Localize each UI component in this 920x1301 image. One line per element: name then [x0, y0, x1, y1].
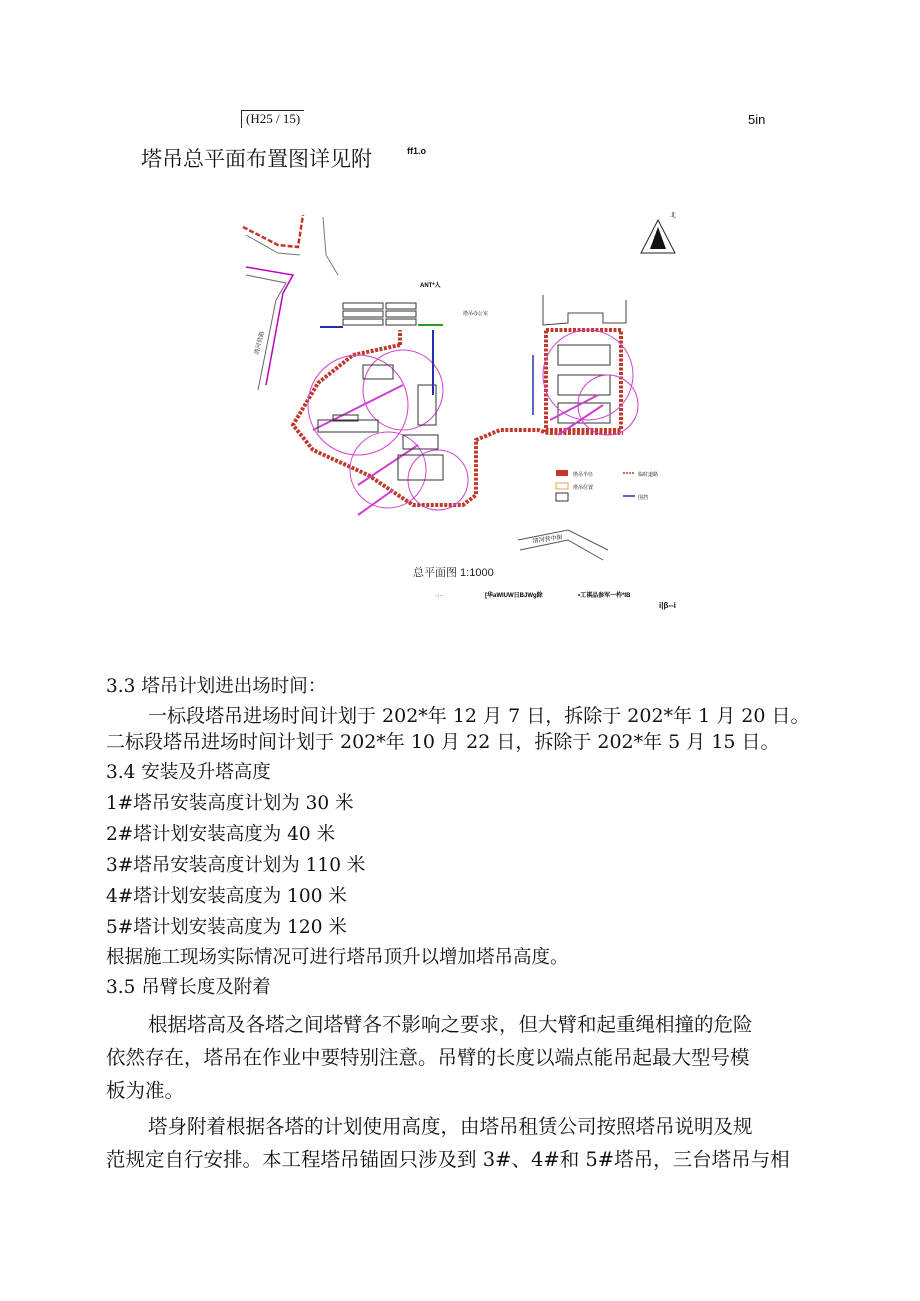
height-item-4: 4#塔计划安装高度为 100 米: [106, 886, 347, 907]
s33-line-2: 二标段塔吊进场时间计划于 202*年 10 月 22 日，拆除于 202*年 5 月 15 日。: [106, 731, 780, 753]
plan-footer-far: i|β--i: [659, 601, 676, 610]
legend-label-3: 塔吊位置: [573, 485, 594, 491]
section-3-4-heading: 3.4 安装及升塔高度: [106, 762, 271, 783]
road-edge: [246, 235, 300, 255]
page-code: (H25 / 15): [246, 111, 301, 126]
plan-title: 总平面图 1:1000: [413, 567, 494, 579]
svg-text:ANT*人: ANT*人: [420, 283, 441, 289]
height-item-3: 3#塔吊安装高度计划为 110 米: [106, 855, 366, 876]
legend-label-2: 临时道路: [638, 472, 659, 478]
legend: [556, 470, 658, 501]
svg-text:清河营路: 清河营路: [254, 330, 267, 356]
figure-caption: 塔吊总平面布置图详见附: [141, 147, 372, 171]
plan-footer-mid: [华aWIUW日BJWg除: [485, 593, 543, 599]
site-plan-drawing: [238, 205, 688, 605]
legend-swatch-1: [556, 470, 568, 476]
p2-line-2: 范规定自行安排。本工程塔吊锚固只涉及到 3#、4#和 5#塔吊，三台塔吊与相: [106, 1148, 790, 1171]
paragraph-arm-length: [106, 1008, 822, 1107]
north-label: 北: [670, 213, 677, 219]
legend-label-4: 围挡: [638, 495, 649, 501]
right-site-outline: [543, 295, 626, 325]
section-3-5-heading: 3.5 吊臂长度及附着: [106, 977, 271, 998]
plan-footer-left: ·:··: [436, 593, 444, 599]
legend-swatch-3: [556, 483, 568, 489]
figure-caption-suffix: ff1.o: [407, 146, 426, 156]
temporary-buildings: [343, 303, 416, 325]
s33-line-1: 一标段塔吊进场时间计划于 202*年 12 月 7 日，拆除于 202*年 1 月 20 日。: [148, 705, 810, 727]
plan-footer-right: •工祺品参军一柞*IB: [578, 593, 631, 599]
road-label: 清河营中街: [532, 534, 564, 545]
section-3-3-heading: 3.3 塔吊计划进出场时间：: [106, 676, 327, 697]
p1-line-2: 依然存在，塔吊在作业中要特别注意。吊臂的长度以端点能吊起最大型号模: [106, 1046, 750, 1069]
svg-text:塔吊办公室: 塔吊办公室: [463, 311, 489, 317]
boundary-magenta: [246, 267, 293, 385]
page-code-box: [241, 110, 304, 128]
p1-line-1: 根据塔高及各塔之间塔臂各不影响之要求，但大臂和起重绳相撞的危险: [148, 1013, 753, 1036]
road-outline-top: [243, 215, 303, 247]
north-arrow: [641, 211, 676, 253]
s34-note: 根据施工现场实际情况可进行塔吊顶升以增加塔吊高度。: [106, 947, 569, 968]
p1-line-3: 板为准。: [106, 1079, 185, 1102]
legend-label-1: 塔吊半径: [573, 472, 594, 478]
height-item-2: 2#塔计划安装高度为 40 米: [106, 824, 336, 845]
right-code: 5in: [748, 112, 766, 127]
height-item-5: 5#塔计划安装高度为 120 米: [106, 917, 347, 938]
p2-line-1: 塔身附着根据各塔的计划使用高度，由塔吊租赁公司按照塔吊说明及规: [148, 1115, 753, 1138]
road-edge-2: [323, 217, 338, 275]
paragraph-anchoring: [106, 1110, 822, 1176]
height-item-1: 1#塔吊安装高度计划为 30 米: [106, 793, 354, 814]
